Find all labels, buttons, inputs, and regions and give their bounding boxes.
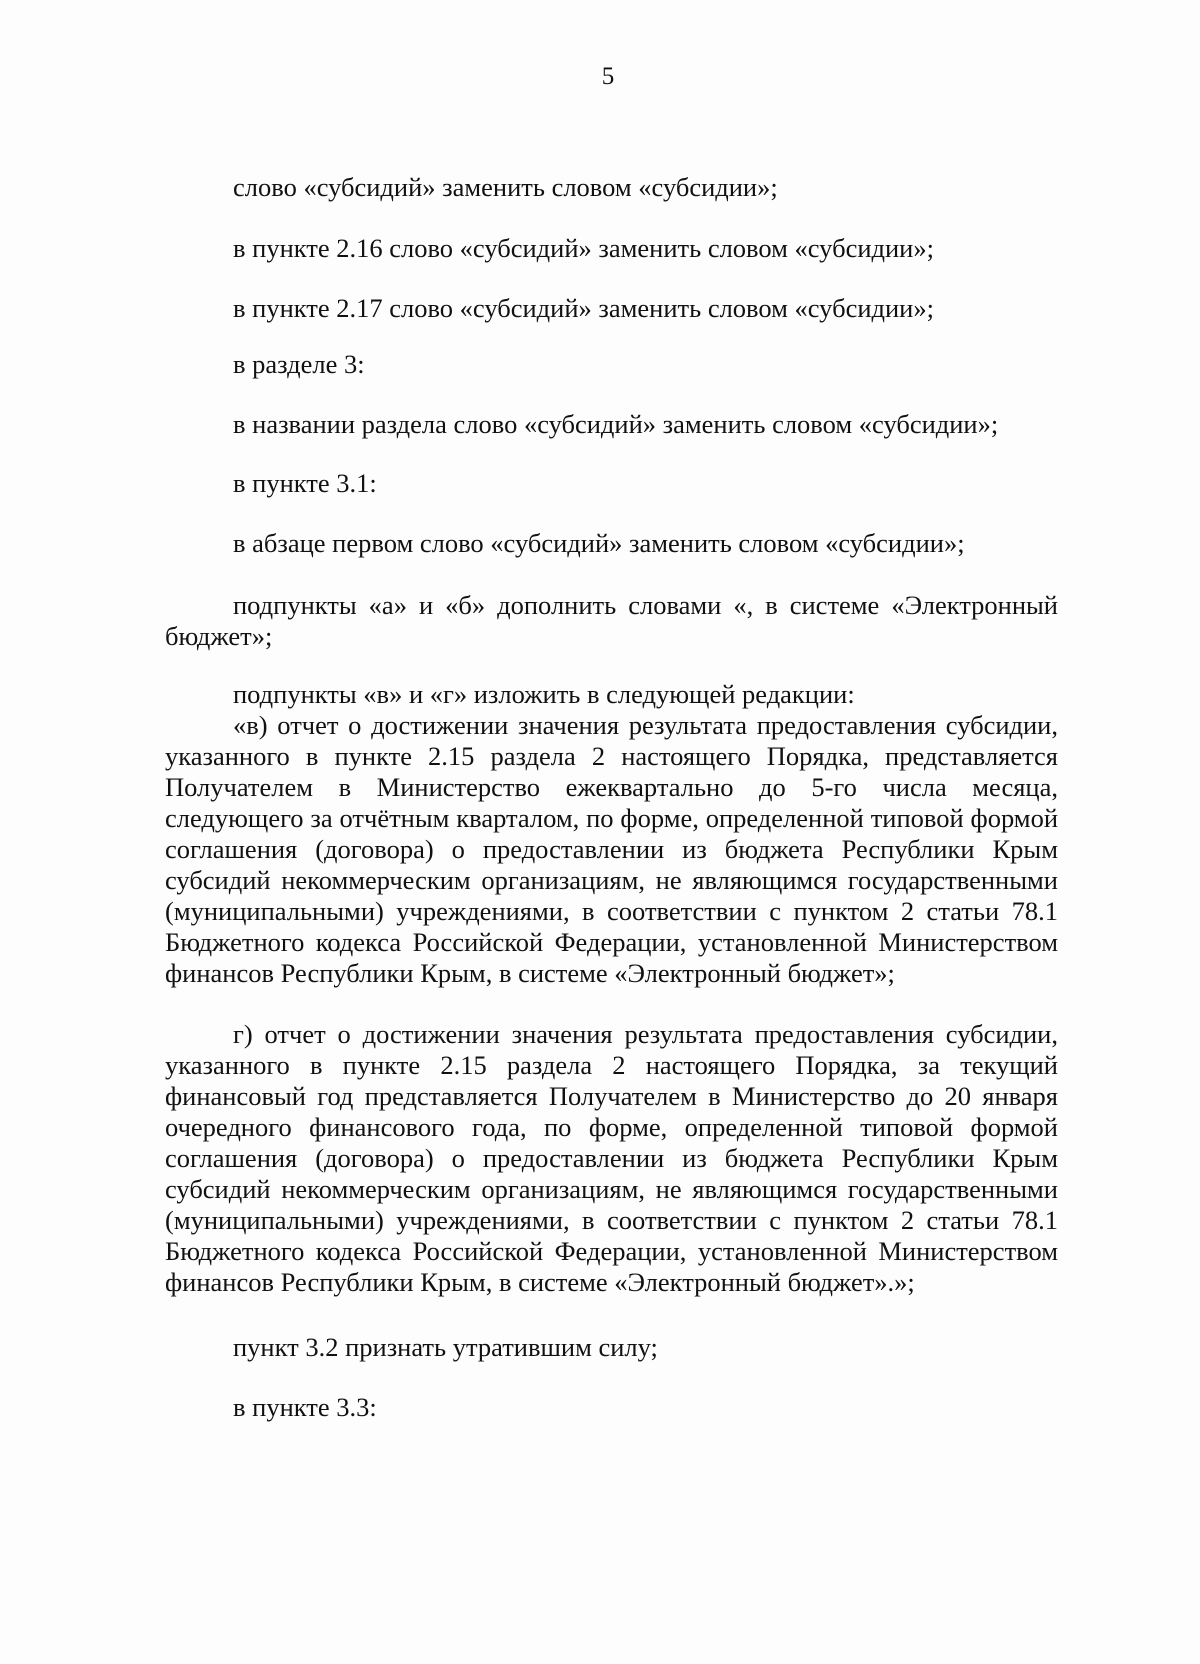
paragraph-10: «в) отчет о достижении значения результата предоставления субсидии, указанного в пункте 2.15 раздела 2 настоящего Порядка, представляется Получателем в Министерство ежеквартально до 5-го числа месяца, следующего за отчётным кварталом, по форме, определенной типовой формой соглашения (договора) о предоставлении из бюджета Республики Крым субсидий некоммерческим организациям, не являющимся государственными (муниципальными) учреждениями, в соответствии с пунктом 2 статьи 78.1 Бюджетного кодекса Российской Федерации, установленной Министерством финансов Республики Крым, в системе «Электронный бюджет»;: [165, 710, 1058, 988]
paragraph-13: в пункте 3.3:: [233, 1392, 377, 1422]
paragraph-6: в пункте 3.1:: [233, 468, 377, 498]
paragraph-5: в названии раздела слово «субсидий» заменить словом «субсидии»;: [233, 409, 999, 439]
paragraph-1: слово «субсидий» заменить словом «субсидии»;: [233, 172, 778, 202]
page-number: 5: [601, 63, 615, 90]
paragraph-11: г) отчет о достижении значения результата предоставления субсидии, указанного в пункте 2.15 раздела 2 настоящего Порядка, за текущий финансовый год представляется Получателем в Министерство до 20 января очередного финансового года, по форме, определенной типовой формой соглашения (договора) о предоставлении из бюджета Республики Крым субсидий некоммерческим организациям, не являющимся государственными (муниципальными) учреждениями, в соответствии с пунктом 2 статьи 78.1 Бюджетного кодекса Российской Федерации, установленной Министерством финансов Республики Крым, в системе «Электронный бюджет».»;: [165, 1019, 1058, 1297]
paragraph-9: подпункты «в» и «г» изложить в следующей редакции:: [233, 679, 855, 709]
paragraph-12: пункт 3.2 признать утратившим силу;: [233, 1332, 658, 1362]
paragraph-3: в пункте 2.17 слово «субсидий» заменить словом «субсидии»;: [233, 293, 934, 323]
paragraph-2: в пункте 2.16 слово «субсидий» заменить словом «субсидии»;: [233, 233, 934, 263]
paragraph-8: подпункты «а» и «б» дополнить словами «, в системе «Электронный бюджет»;: [165, 590, 1058, 651]
paragraph-4: в разделе 3:: [233, 349, 365, 379]
paragraph-7: в абзаце первом слово «субсидий» заменить словом «субсидии»;: [233, 528, 965, 558]
